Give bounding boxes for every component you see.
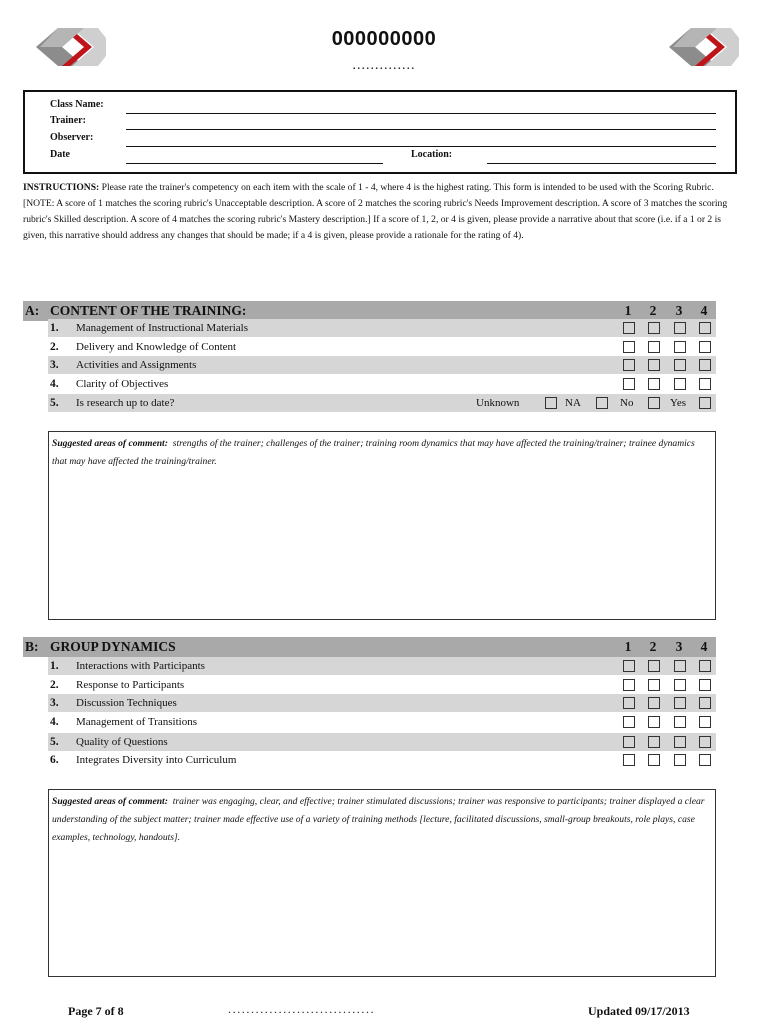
footer-dots: ................................ <box>228 1002 376 1016</box>
updated-date: Updated 09/17/2013 <box>588 1004 690 1018</box>
rating-checkbox-1[interactable] <box>623 754 635 766</box>
row-number: 4. <box>50 716 59 728</box>
rating-checkbox-4[interactable] <box>699 716 711 728</box>
rating-checkbox-4[interactable] <box>699 660 711 672</box>
option-unknown-checkbox[interactable] <box>545 397 557 409</box>
rating-checkbox-1[interactable] <box>623 660 635 672</box>
rating-checkbox-4[interactable] <box>699 359 711 371</box>
rating-checkbox-2[interactable] <box>648 378 660 390</box>
rating-checkbox-4[interactable] <box>699 754 711 766</box>
row-label: Response to Participants <box>76 679 185 691</box>
row-number: 4. <box>50 378 59 390</box>
class-info-box <box>23 90 737 174</box>
row-number: 5. <box>50 736 59 748</box>
rating-checkbox-3[interactable] <box>674 322 686 334</box>
table-row <box>48 694 716 712</box>
rating-col-4: 4 <box>700 639 708 654</box>
rating-checkbox-1[interactable] <box>623 716 635 728</box>
rating-checkbox-2[interactable] <box>648 697 660 709</box>
row-number: 5. <box>50 397 59 409</box>
section-a-title: CONTENT OF THE TRAINING: <box>50 303 247 318</box>
observer-field[interactable] <box>126 146 716 147</box>
document-number: 000000000 <box>331 28 437 50</box>
class-name-field[interactable] <box>126 113 716 114</box>
rating-checkbox-3[interactable] <box>674 736 686 748</box>
rating-col-2: 2 <box>649 639 657 654</box>
section-b-header <box>23 637 716 657</box>
rating-checkbox-1[interactable] <box>623 378 635 390</box>
rating-checkbox-4[interactable] <box>699 378 711 390</box>
instructions <box>23 180 739 244</box>
rating-checkbox-4[interactable] <box>699 341 711 353</box>
table-row <box>48 356 716 374</box>
page-number: Page 7 of 8 <box>68 1004 124 1018</box>
trainer-label: Trainer: <box>50 115 86 126</box>
rating-col-2: 2 <box>649 303 657 318</box>
observer-label: Observer: <box>50 132 94 143</box>
rating-checkbox-1[interactable] <box>623 736 635 748</box>
comment-lead: Suggested areas of comment: <box>52 796 168 807</box>
rating-checkbox-2[interactable] <box>648 660 660 672</box>
table-row <box>48 394 716 412</box>
instructions-lead: INSTRUCTIONS: <box>23 182 100 193</box>
document-subtitle: .............. <box>352 58 416 73</box>
rating-col-3: 3 <box>675 303 683 318</box>
rating-checkbox-4[interactable] <box>699 679 711 691</box>
row-label: Interactions with Participants <box>76 660 205 672</box>
rating-checkbox-1[interactable] <box>623 341 635 353</box>
row-label: Activities and Assignments <box>76 359 197 371</box>
date-field[interactable] <box>126 163 383 164</box>
table-row <box>48 713 716 731</box>
rating-col-4: 4 <box>700 303 708 318</box>
section-a-letter: A: <box>25 303 40 318</box>
row-label: Integrates Diversity into Curriculum <box>76 754 237 766</box>
rating-checkbox-2[interactable] <box>648 322 660 334</box>
row-label: Management of Instructional Materials <box>76 322 248 334</box>
rating-checkbox-1[interactable] <box>623 322 635 334</box>
row-number: 3. <box>50 697 59 709</box>
instructions-text: Please rate the trainer's competency on each item with the scale of 1 - 4, where 4 is the highest rating. This form is intended to be used with the Scoring Rubric. [NOTE: A score of 1 matches the scoring rubric's Unacceptable description. A score of 2 matches the scoring rubric's Needs Improvement description. A score of 3 matches the scoring rubric's Skilled description. A score of 4 matches the scoring rubric's Mastery description.] If a score of 1, 2, or 4 is given, please provide a narrative about that score (i.e. if a 1 or 2 is given, this narrative should address any changes that should be made; if a 4 is given, please provide a rationale for the rating of 4). <box>23 182 728 241</box>
table-row <box>48 751 716 769</box>
class-name-label: Class Name: <box>50 99 104 110</box>
row-label: Discussion Techniques <box>76 697 177 709</box>
date-label: Date <box>50 149 70 160</box>
option-na-checkbox[interactable] <box>596 397 608 409</box>
rating-checkbox-2[interactable] <box>648 754 660 766</box>
section-a-header <box>23 301 716 321</box>
comment-lead: Suggested areas of comment: <box>52 438 168 449</box>
rating-checkbox-3[interactable] <box>674 679 686 691</box>
table-row <box>48 657 716 675</box>
rating-checkbox-2[interactable] <box>648 736 660 748</box>
rating-checkbox-3[interactable] <box>674 754 686 766</box>
option-yes-checkbox[interactable] <box>699 397 711 409</box>
rating-checkbox-4[interactable] <box>699 697 711 709</box>
row-label: Is research up to date? <box>76 397 175 409</box>
option-na-label: NA <box>565 397 581 409</box>
table-row <box>48 338 716 356</box>
rating-checkbox-2[interactable] <box>648 341 660 353</box>
row-label: Management of Transitions <box>76 716 197 728</box>
option-no-label: No <box>620 397 634 409</box>
row-label: Delivery and Knowledge of Content <box>76 341 237 353</box>
table-row <box>48 676 716 694</box>
rating-checkbox-4[interactable] <box>699 322 711 334</box>
comment-text: trainer was engaging, clear, and effective; trainer stimulated discussions; trainer was responsive to participants; trainer displayed a clear understanding of the subject matter; trainer made effective use of a variety of training methods [lecture, facilitated discussions, small-group breakouts, role plays, case examples, technology, handouts]. <box>52 796 705 843</box>
location-field[interactable] <box>487 163 716 164</box>
table-row <box>48 319 716 337</box>
table-row <box>48 375 716 393</box>
rating-checkbox-1[interactable] <box>623 679 635 691</box>
row-number: 6. <box>50 754 59 766</box>
rating-checkbox-1[interactable] <box>623 697 635 709</box>
rating-checkbox-4[interactable] <box>699 736 711 748</box>
rating-checkbox-2[interactable] <box>648 716 660 728</box>
rating-checkbox-3[interactable] <box>674 716 686 728</box>
rating-col-1: 1 <box>624 303 632 318</box>
location-label: Location: <box>411 149 453 160</box>
rating-checkbox-3[interactable] <box>674 341 686 353</box>
rating-col-1: 1 <box>624 639 632 654</box>
rating-checkbox-3[interactable] <box>674 660 686 672</box>
section-b-letter: B: <box>25 639 39 654</box>
row-label: Quality of Questions <box>76 736 168 748</box>
section-b-comment-box[interactable] <box>48 789 716 977</box>
option-unknown-label: Unknown <box>476 397 520 409</box>
option-yes-label: Yes <box>670 397 687 409</box>
section-a-comment-box[interactable] <box>48 431 716 620</box>
rating-col-3: 3 <box>675 639 683 654</box>
option-no-checkbox[interactable] <box>648 397 660 409</box>
row-number: 2. <box>50 341 59 353</box>
row-number: 1. <box>50 322 59 334</box>
trainer-field[interactable] <box>126 129 716 130</box>
section-b-title: GROUP DYNAMICS <box>50 639 176 654</box>
rating-checkbox-3[interactable] <box>674 378 686 390</box>
row-number: 2. <box>50 679 59 691</box>
table-row <box>48 733 716 751</box>
rating-checkbox-3[interactable] <box>674 359 686 371</box>
rating-checkbox-3[interactable] <box>674 697 686 709</box>
rating-checkbox-2[interactable] <box>648 679 660 691</box>
rating-checkbox-2[interactable] <box>648 359 660 371</box>
rating-checkbox-1[interactable] <box>623 359 635 371</box>
comment-text: strengths of the trainer; challenges of the trainer; training room dynamics that may have affected the training/trainer; trainee dynamics that may have affected the training/trainer. <box>52 438 695 467</box>
row-label: Clarity of Objectives <box>76 378 169 390</box>
row-number: 1. <box>50 660 59 672</box>
row-number: 3. <box>50 359 59 371</box>
